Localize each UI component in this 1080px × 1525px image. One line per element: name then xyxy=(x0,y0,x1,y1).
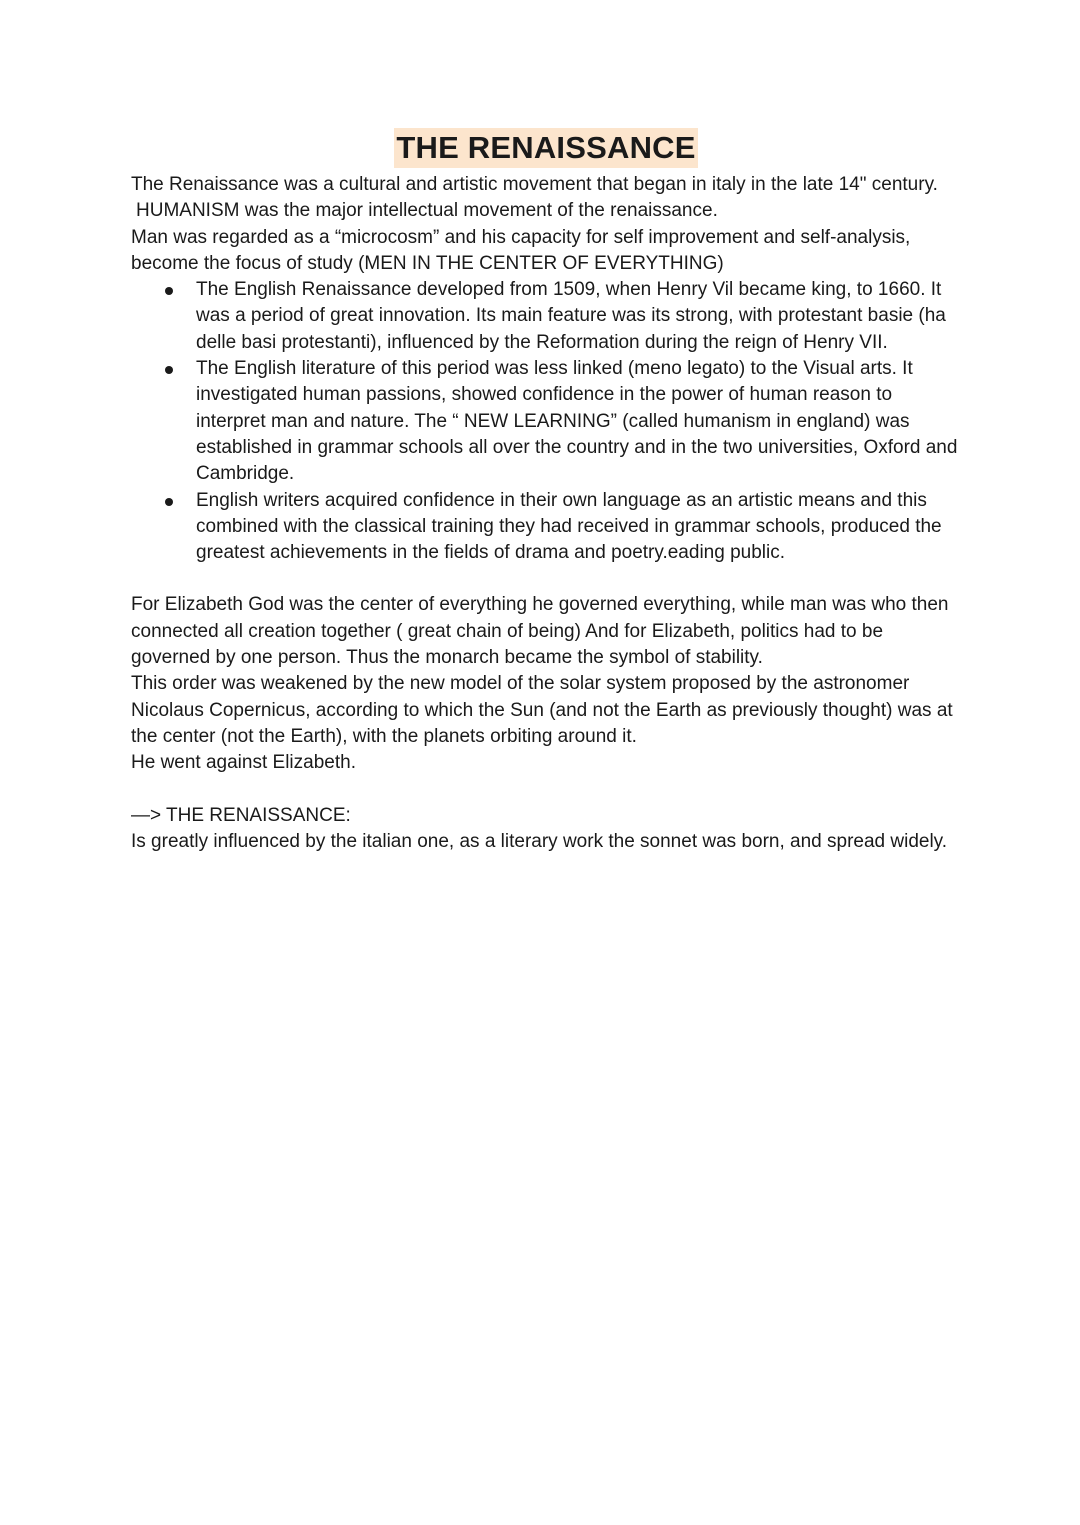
elizabeth-paragraph-3: He went against Elizabeth. xyxy=(131,752,356,774)
bullet-list xyxy=(131,277,961,566)
elizabeth-paragraph-2: This order was weakened by the new model of the solar system proposed by the astronomer Nicolaus Copernicus, according to which the Sun (and not the Earth as previously thought) was at the center (not the Earth), with the planets orbiting around it. xyxy=(131,673,953,747)
list-item xyxy=(131,277,961,356)
bullet-icon xyxy=(165,498,173,506)
title-wrapper xyxy=(131,128,961,170)
intro-paragraph-2: HUMANISM was the major intellectual movement of the renaissance. xyxy=(136,200,718,222)
list-item xyxy=(131,488,961,567)
elizabeth-paragraph-1: For Elizabeth God was the center of everything he governed everything, while man was who then connected all creation together ( great chain of being) And for Elizabeth, politics had to be governed by one person. Thus the monarch became the symbol of stability. xyxy=(131,594,949,669)
list-item-text: The English Renaissance developed from 1509, when Henry Vil became king, to 1660. It was a period of great innovation. Its main feature was its strong, with protestant basie (ha delle basi protestanti), influenced by the Reformation during the reign of Henry VII. xyxy=(196,279,946,353)
intro-paragraph-1: The Renaissance was a cultural and artistic movement that began in italy in the late 14" century. xyxy=(131,174,938,195)
bullet-icon xyxy=(165,366,173,374)
list-item xyxy=(131,356,961,487)
section-heading: —> THE RENAISSANCE: xyxy=(131,804,351,826)
bullet-icon xyxy=(165,287,173,295)
list-item-text: English writers acquired confidence in their own language as an artistic means and this combined with the classical training they had received in grammar schools, produced the greatest achievements in the fields of drama and poetry.eading public. xyxy=(196,489,942,564)
list-item-text: The English literature of this period was less linked (meno legato) to the Visual arts. It investigated human passions, showed confidence in the power of human reason to interpret man and nature. The “ NEW LEARNING” (called humanism in england) was established in grammar schools all over the country and in the two universities, Oxford and Cambridge. xyxy=(196,358,958,485)
document-content xyxy=(131,128,961,855)
page-title: THE RENAISSANCE xyxy=(394,128,697,168)
section-paragraph: Is greatly influenced by the italian one, as a literary work the sonnet was born, and spread widely. xyxy=(131,830,948,852)
intro-paragraph-3: Man was regarded as a “microcosm” and his capacity for self improvement and self-analysis, become the focus of study (MEN IN THE CENTER OF EVERYTHING) xyxy=(131,226,911,274)
spacer xyxy=(131,566,961,592)
spacer xyxy=(131,777,961,803)
